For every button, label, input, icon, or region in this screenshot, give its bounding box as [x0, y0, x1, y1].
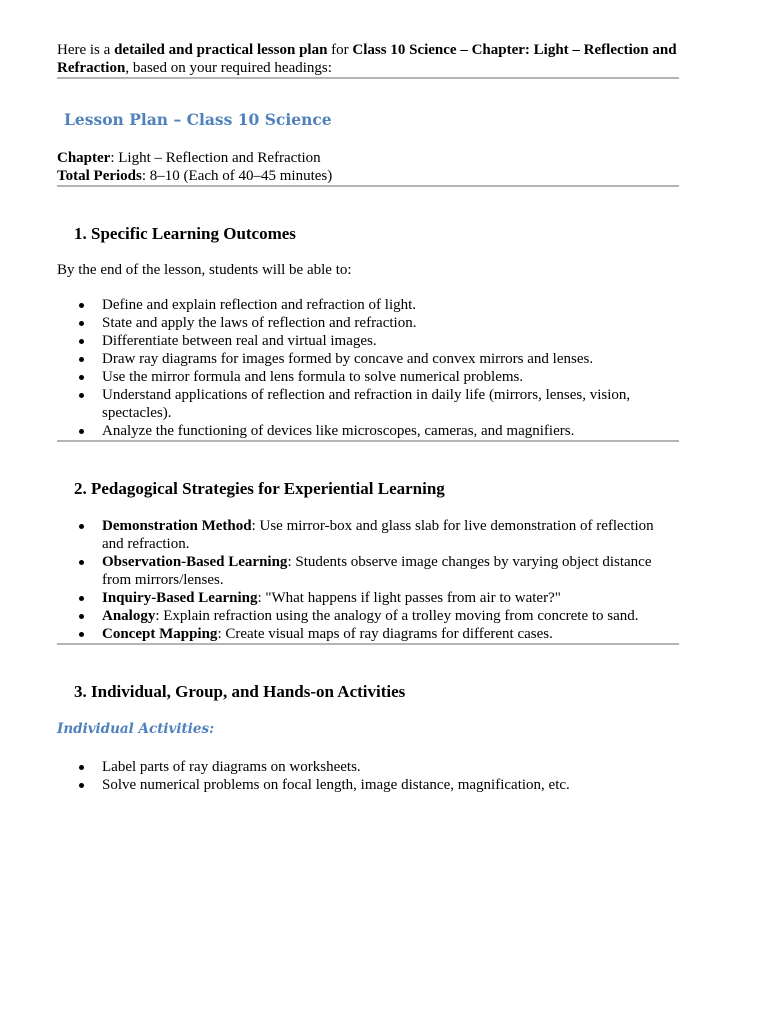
list-item: [57, 517, 679, 553]
section-heading-activities: 3. Individual, Group, and Hands-on Activities: [74, 682, 406, 701]
intro-text: for: [327, 42, 353, 58]
list-item: Use the mirror formula and lens formula to solve numerical problems.: [57, 368, 679, 386]
list-item: Label parts of ray diagrams on worksheets.: [57, 758, 679, 776]
outcomes-list: [57, 296, 679, 440]
strategy-desc: : Create visual maps of ray diagrams for different cases.: [217, 626, 553, 642]
periods-label: Total Periods: [57, 168, 142, 184]
strategy-desc: : Explain refraction using the analogy of a trolley moving from concrete to sand.: [155, 608, 639, 624]
document-body: [57, 41, 679, 794]
list-item: [57, 607, 679, 625]
strategy-term: Demonstration Method: [102, 518, 252, 534]
intro-text: , based on your required headings:: [125, 60, 332, 76]
strategy-desc: : "What happens if light passes from air to water?": [257, 590, 561, 606]
chapter-label: Chapter: [57, 150, 111, 166]
list-item: [57, 553, 679, 589]
divider: [57, 440, 679, 442]
intro-bold-text: detailed and practical lesson plan: [114, 42, 328, 58]
intro-paragraph: [57, 41, 679, 77]
list-item: Analyze the functioning of devices like microscopes, cameras, and magnifiers.: [57, 422, 679, 440]
list-item: Solve numerical problems on focal length, image distance, magnification, etc.: [57, 776, 679, 794]
strategy-term: Analogy: [102, 608, 156, 624]
lesson-plan-title: Lesson Plan – Class 10 Science: [64, 110, 332, 129]
periods-line: [57, 167, 679, 185]
strategy-desc: : Students observe image changes by varying object distance from mirrors/lenses.: [102, 554, 652, 588]
list-item: Define and explain reflection and refraction of light.: [57, 296, 679, 314]
chapter-value: : Light – Reflection and Refraction: [110, 150, 321, 166]
section-heading-learning-outcomes: 1. Specific Learning Outcomes: [74, 224, 296, 243]
individual-activities-list: [57, 758, 679, 794]
periods-value: : 8–10 (Each of 40–45 minutes): [141, 168, 333, 184]
list-item: [57, 625, 679, 643]
divider: [57, 77, 679, 79]
list-item: Draw ray diagrams for images formed by concave and convex mirrors and lenses.: [57, 350, 679, 368]
chapter-line: [57, 149, 679, 167]
list-item: State and apply the laws of reflection and refraction.: [57, 314, 679, 332]
divider: [57, 643, 679, 645]
individual-activities-subheading: Individual Activities:: [57, 721, 215, 737]
strategy-term: Concept Mapping: [102, 626, 218, 642]
divider: [57, 185, 679, 187]
strategy-desc: : Use mirror-box and glass slab for live demonstration of reflection and refraction.: [102, 518, 654, 552]
strategies-list: [57, 517, 679, 643]
section-heading-pedagogical-strategies: 2. Pedagogical Strategies for Experiential Learning: [74, 479, 445, 498]
strategy-term: Observation-Based Learning: [102, 554, 288, 570]
outcomes-lead-text: By the end of the lesson, students will be able to:: [57, 262, 352, 278]
intro-text: Here is a: [57, 42, 115, 58]
strategy-term: Inquiry-Based Learning: [102, 590, 258, 606]
list-item: Understand applications of reflection and refraction in daily life (mirrors, lenses, vision, spectacles).: [57, 386, 679, 422]
list-item: Differentiate between real and virtual images.: [57, 332, 679, 350]
list-item: [57, 589, 679, 607]
lesson-meta: [57, 149, 679, 185]
intro-bold-text: Class 10 Science – Chapter: Light – Reflection and Refraction: [57, 42, 677, 76]
